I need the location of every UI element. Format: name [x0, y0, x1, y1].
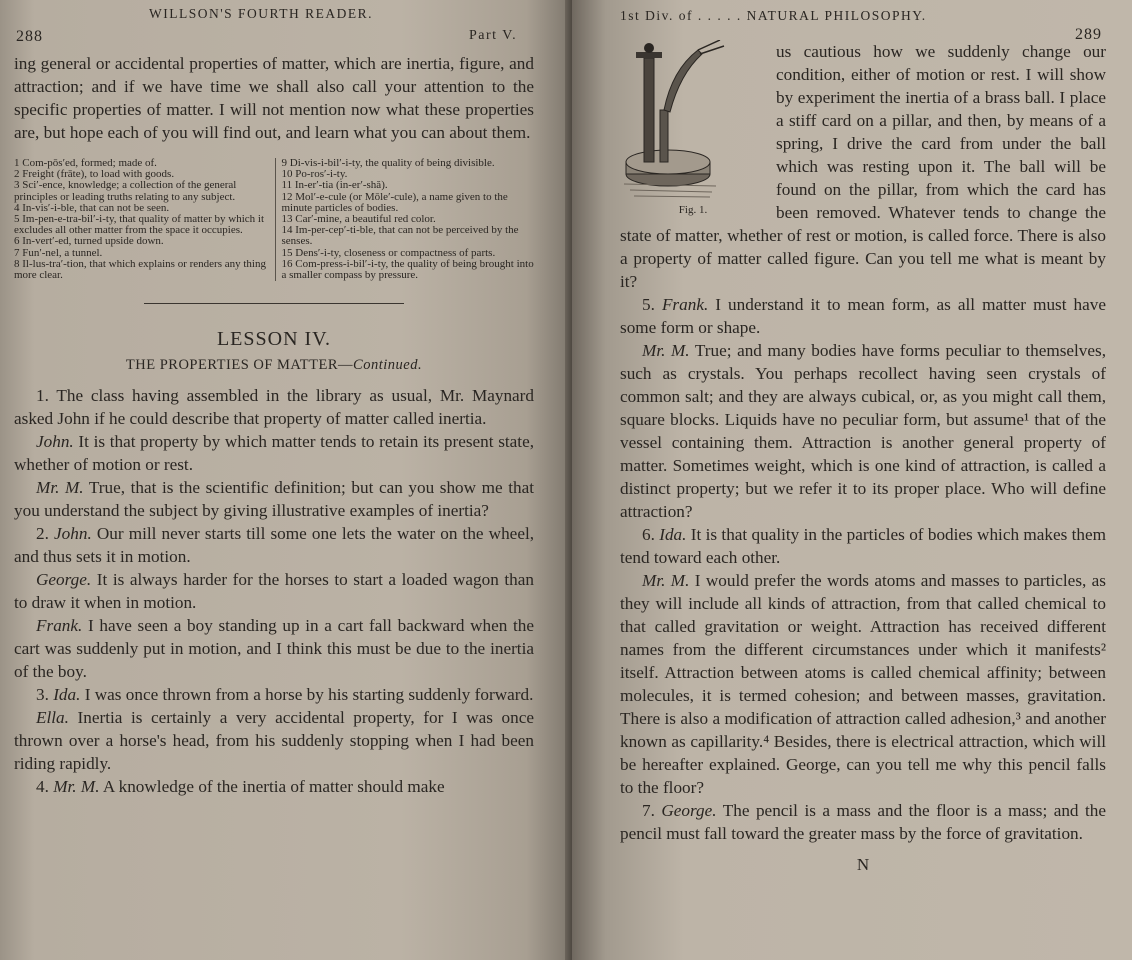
inertia-apparatus-illustration [620, 40, 766, 208]
footnote: 1 Com-pōs′ed, formed; made of. [14, 157, 157, 169]
lesson-paragraph [14, 614, 534, 683]
lesson-title: LESSON IV. [216, 328, 332, 351]
left-running-title: WILLSON'S FOURTH READER. [149, 6, 373, 21]
paragraph-text: It is that property by which matter tends to retain its present state, whether of motion or rest. [14, 432, 534, 475]
paragraph-text: I have seen a boy standing up in a cart fall backward when the cart was suddenly put in motion, and I think this must be due to the inertia of the boy. [14, 616, 534, 682]
lesson-paragraph [620, 569, 1106, 799]
signature-mark: N [856, 855, 870, 874]
footnote: 13 Car′-mine, a beautiful red color. [281, 213, 436, 226]
figure-caption: Fig. 1. [678, 204, 708, 216]
right-running-head [620, 0, 1106, 43]
lesson-paragraph [14, 568, 534, 614]
paragraph-number: 4. [36, 777, 54, 797]
speaker-name: Frank. [36, 616, 83, 636]
speaker-name: Mr. M. [53, 777, 100, 797]
opening-paragraph: ing general or accidental properties of matter, which are inertia, figure, and attraction; and if we have time we shall also call your attention to the specific properties of matter. I will not mention now what these properties are, but hope each of you will find out, and learn what you can about them. [14, 54, 534, 142]
right-page-number: 289 [1075, 26, 1102, 43]
paragraph-number: 5. [642, 295, 662, 314]
footnote: 9 Di-vis-i-bil′-i-ty, the quality of being divisible. [281, 157, 495, 169]
footnote: 8 Il-lus-tra′-tion, that which explains or renders any thing more clear. [14, 257, 266, 282]
footnote: 4 In-vis′-i-ble, that can not be seen. [14, 201, 170, 214]
lesson-paragraph [620, 523, 1106, 569]
paragraph-text: A knowledge of the inertia of matter should make [99, 777, 445, 797]
right-page [572, 0, 1132, 960]
paragraph-text: I understand it to mean form, as all matter must have some form or shape. [620, 295, 1106, 337]
lesson-paragraph [620, 339, 1106, 523]
paragraph-number: 1. [36, 386, 57, 406]
footnote: 3 Sci′-ence, knowledge; a collection of the general principles or leading truths relating to any subject. [14, 179, 237, 203]
lesson-paragraph [620, 799, 1106, 845]
paragraph-text: I would prefer the words atoms and masses to particles, as they will include all kinds of attraction, from that called chemical to that called gravitation or weight. Attraction has received different names from the different circumstances under which it manifests² itself. Attraction between atoms is called chemical affinity; between molecules, it is termed cohesion; and between masses, gravitation. There is also a modification of attraction called adhesion,³ and another known as capillarity.⁴ Besides, there is electrical attraction, which will be hereafter explained. George, can you tell me why this pencil falls to the floor? [620, 571, 1106, 797]
left-part-label: Part V. [469, 28, 518, 43]
speaker-name: Mr. M. [642, 571, 690, 590]
paragraph-text: I was once thrown from a horse by his starting suddenly forward. [80, 685, 534, 705]
paragraph-text: True, that is the scientific definition; but can you show me that you understand the subject by giving illustrative examples of inertia? [14, 478, 535, 521]
right-running-title: 1st Div. of . . . . . NATURAL PHILOSOPHY. [620, 8, 927, 23]
footnotes [14, 158, 534, 281]
lesson-paragraph [14, 775, 534, 798]
left-running-head [14, 0, 534, 45]
lesson-body-left [14, 384, 534, 798]
paragraph-text: Inertia is certainly a very accidental property, for I was once thrown over a horse's head, from his suddenly stopping when I had been riding rapidly. [14, 708, 534, 774]
footnote: 16 Com-press-i-bil′-i-ty, the quality of being brought into a smaller compass by pressure. [281, 257, 534, 282]
paragraph-text: It is that quality in the particles of bodies which makes them tend toward each other. [620, 525, 1107, 567]
lesson-paragraph [14, 522, 534, 568]
paragraph-text: True; and many bodies have forms peculiar to themselves, such as crystals. You perhaps recollect having seen crystals of common salt; and they are always cubical, or, as you might call them, square blocks. Liquids have no peculiar form, but assume¹ that of the vessel containing them. Attraction is another general property of matter. Sometimes weight, which is one kind of attraction, is called a distinct property; but we refer it to its proper place. Who will define attraction? [620, 341, 1107, 521]
speaker-name: Ida. [53, 685, 81, 705]
paragraph-text: Our mill never starts till some one lets the water on the wheel, and thus sets it in motion. [14, 524, 535, 567]
lesson-paragraph [14, 384, 534, 430]
speaker-name: Frank. [661, 295, 709, 314]
paragraph-text: It is always harder for the horses to start a loaded wagon than to draw it when in motion. [14, 570, 534, 613]
lesson-paragraph [14, 706, 534, 775]
lesson-subtitle [14, 357, 534, 374]
section-divider [144, 303, 404, 304]
footnote: 7 Fun′-nel, a tunnel. [14, 246, 103, 259]
paragraph-text: The pencil is a mass and the floor is a mass; and the pencil must fall toward the greater mass by the force of gravitation. [620, 801, 1107, 843]
footnote: 11 In-er′-tia (in-er′-shă). [281, 179, 388, 192]
lesson-subtitle-continued: Continued. [353, 357, 423, 374]
paragraph-number: 7. [642, 801, 662, 820]
lesson-paragraph [14, 683, 534, 706]
speaker-name: George. [661, 801, 717, 820]
footnote: 2 Freight (frāte), to load with goods. [14, 168, 175, 181]
footnote: 14 Im-per-cep′-ti-ble, that can not be perceived by the senses. [281, 224, 519, 248]
lesson-paragraph [14, 476, 534, 522]
footnote: 12 Mol′-e-cule (or Mōle′-cule), a name given to the minute particles of bodies. [281, 190, 508, 214]
footnote: 15 Dens′-i-ty, closeness or compactness of parts. [281, 246, 496, 259]
paragraph-text: The class having assembled in the library as usual, Mr. Maynard asked John if he could describe that property of matter called inertia. [14, 386, 534, 429]
speaker-name: John. [54, 524, 92, 544]
lesson-paragraph [14, 430, 534, 476]
speaker-name: John. [36, 432, 74, 452]
footnotes-column-left [14, 158, 267, 281]
paragraph-text: us cautious how we suddenly change our condition, either of motion or rest. I will show by experiment the inertia of a brass ball. I place a stiff card on a pillar, and then, by means of a spring, I drive the card from under the ball which was resting upon it. The ball will be found on the pillar, from which the card has been removed. Whatever tends to change the state of matter, whether of rest or motion, is called force. There is also a property of matter called figure. Can you tell me what is meant by it? [620, 42, 1106, 291]
speaker-name: George. [36, 570, 92, 590]
paragraph-number: 6. [642, 525, 660, 544]
lesson-subtitle-text: THE PROPERTIES OF MATTER— [125, 357, 354, 374]
lesson-paragraph [620, 293, 1106, 339]
speaker-name: Ella. [36, 708, 69, 728]
left-page-number: 288 [16, 28, 43, 45]
footnote: 6 In-vert′-ed, turned upside down. [14, 235, 164, 248]
speaker-name: Mr. M. [36, 478, 84, 498]
paragraph-number: 2. [36, 524, 55, 544]
figure-inertia-apparatus [620, 40, 766, 216]
footnote: 10 Po-ros′-i-ty. [281, 168, 348, 181]
footnotes-column-right [275, 158, 535, 281]
speaker-name: Ida. [659, 525, 687, 544]
paragraph-number: 3. [36, 685, 54, 705]
footnote: 5 Im-pen-e-tra-bil′-i-ty, that quality of matter by which it excludes all other matter from the space it occupies. [14, 213, 265, 237]
speaker-name: Mr. M. [642, 341, 690, 360]
